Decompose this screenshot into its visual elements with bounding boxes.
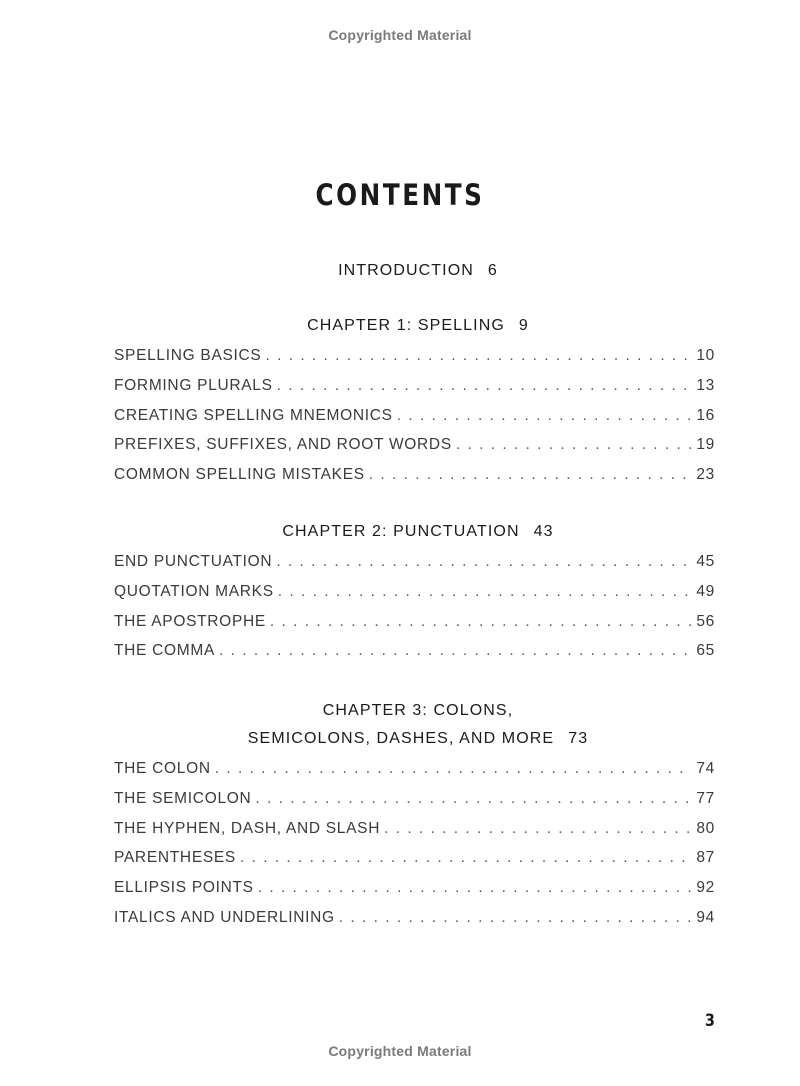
chapter-3-title-line-1: CHAPTER 3: COLONS, — [322, 702, 514, 719]
dot-leader — [255, 790, 692, 808]
toc-entry[interactable] — [114, 790, 715, 820]
dot-leader — [339, 909, 693, 927]
toc-entry[interactable] — [114, 466, 715, 496]
copyright-watermark-top: Copyrighted Material — [328, 27, 472, 43]
toc-entry[interactable] — [114, 642, 715, 672]
chapter-2-entries — [114, 553, 715, 672]
toc-entry-label: PREFIXES, SUFFIXES, AND ROOT WORDS — [114, 436, 452, 454]
toc-entry-page: 16 — [696, 406, 715, 424]
chapter-1-page: 9 — [518, 317, 529, 334]
toc-entry[interactable] — [114, 879, 715, 909]
toc-entry-label: END PUNCTUATION — [114, 553, 273, 570]
toc-entry-page: 23 — [696, 466, 715, 484]
chapter-3-heading — [0, 697, 800, 753]
chapter-2-heading — [0, 518, 800, 546]
toc-entry-label: THE COLON — [114, 760, 211, 777]
toc-entry-page: 45 — [696, 553, 715, 570]
chapter-3-entries — [114, 760, 715, 939]
dot-leader — [219, 642, 692, 660]
toc-entry-label: SPELLING BASICS — [114, 347, 262, 364]
dot-leader — [276, 553, 692, 571]
toc-entry[interactable] — [114, 377, 715, 407]
toc-entry[interactable] — [114, 613, 715, 643]
dot-leader — [270, 613, 692, 631]
dot-leader — [215, 760, 693, 778]
chapter-1-title: CHAPTER 1: SPELLING — [307, 317, 505, 334]
toc-entry-page: 49 — [696, 582, 715, 600]
dot-leader — [265, 347, 692, 365]
toc-entry-label: CREATING SPELLING MNEMONICS — [114, 406, 393, 424]
toc-entry-label: QUOTATION MARKS — [114, 582, 274, 600]
toc-entry[interactable] — [114, 553, 715, 583]
chapter-3-page: 73 — [568, 730, 589, 747]
toc-entry[interactable] — [114, 909, 715, 939]
toc-entry-label: THE HYPHEN, DASH, AND SLASH — [114, 819, 381, 837]
introduction-label: INTRODUCTION — [338, 262, 474, 279]
toc-entry[interactable] — [114, 407, 715, 437]
toc-entry-page: 92 — [696, 879, 715, 897]
chapter-3-title-line-2: SEMICOLONS, DASHES, AND MORE — [247, 730, 555, 747]
toc-entry-label: ITALICS AND UNDERLINING — [114, 908, 335, 926]
toc-entry[interactable] — [114, 820, 715, 850]
chapter-1-heading — [0, 312, 800, 340]
toc-entry-label: PARENTHESES — [114, 849, 236, 867]
toc-entry-page: 65 — [696, 642, 715, 660]
chapter-1-entries — [114, 347, 715, 496]
toc-entry-page: 19 — [696, 436, 715, 454]
dot-leader — [369, 466, 693, 484]
toc-entry[interactable] — [114, 760, 715, 790]
toc-entry-page: 80 — [696, 819, 715, 837]
dot-leader — [456, 436, 692, 454]
toc-entry[interactable] — [114, 849, 715, 879]
toc-entry-label: FORMING PLURALS — [114, 376, 273, 394]
chapter-2-page: 43 — [533, 523, 554, 540]
toc-entry-page: 56 — [696, 612, 715, 630]
dot-leader — [397, 407, 693, 425]
toc-entry-page: 10 — [696, 347, 715, 364]
copyright-watermark-bottom: Copyrighted Material — [328, 1043, 472, 1059]
page-number: 3 — [704, 1011, 715, 1031]
dot-leader — [384, 820, 692, 838]
toc-entry-page: 13 — [696, 376, 715, 394]
toc-entry[interactable] — [114, 583, 715, 613]
toc-entry-page: 94 — [696, 908, 715, 926]
toc-entry-page: 74 — [696, 760, 715, 777]
toc-entry[interactable] — [114, 347, 715, 377]
dot-leader — [277, 377, 693, 395]
toc-entry-page: 77 — [696, 789, 715, 807]
introduction-page: 6 — [487, 262, 498, 279]
toc-entry-label: COMMON SPELLING MISTAKES — [114, 466, 365, 484]
toc-entry-label: THE APOSTROPHE — [114, 612, 266, 630]
page-title: CONTENTS — [315, 178, 485, 212]
toc-entry-label: THE COMMA — [114, 642, 216, 660]
dot-leader — [240, 849, 692, 867]
introduction-heading — [0, 257, 800, 285]
dot-leader — [278, 583, 693, 601]
dot-leader — [258, 879, 693, 897]
toc-entry-label: THE SEMICOLON — [114, 789, 252, 807]
toc-entry-page: 87 — [696, 849, 715, 867]
toc-entry[interactable] — [114, 436, 715, 466]
chapter-2-title: CHAPTER 2: PUNCTUATION — [282, 523, 520, 540]
toc-entry-label: ELLIPSIS POINTS — [114, 879, 254, 897]
